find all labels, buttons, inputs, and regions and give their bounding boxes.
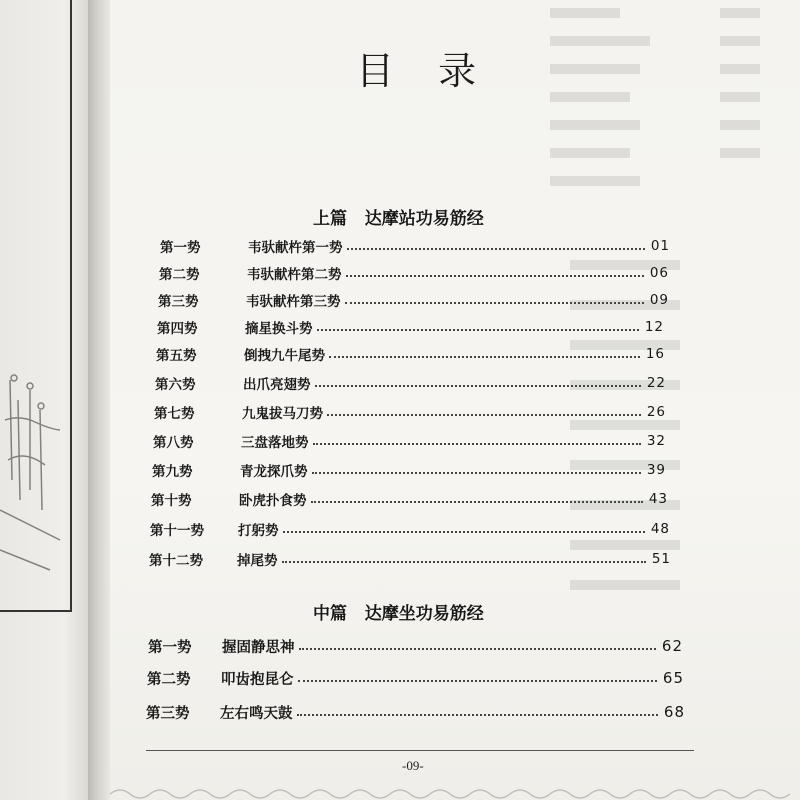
toc-entry-title: 韦驮献杵第二势 xyxy=(247,267,342,283)
toc-entry-page: 01 xyxy=(650,238,670,254)
toc-entry-title: 倒拽九牛尾势 xyxy=(244,348,325,364)
toc-entry-page: 06 xyxy=(649,265,669,281)
toc-entry-page: 51 xyxy=(651,551,671,567)
dot-leader xyxy=(313,443,641,445)
section-heading-upper: 上篇 达摩站功易筋经 xyxy=(313,209,484,229)
toc-entry-number: 第二势 xyxy=(159,267,200,283)
toc-entry xyxy=(147,667,684,689)
toc-entry-page: 39 xyxy=(646,462,666,478)
toc-entry xyxy=(146,701,685,723)
toc-entry-number: 第七势 xyxy=(154,406,195,422)
dot-leader xyxy=(283,531,645,533)
toc-entry xyxy=(156,343,665,365)
dot-leader xyxy=(311,501,643,503)
toc-entry-number: 第十二势 xyxy=(149,553,203,569)
toc-entry-number: 第八势 xyxy=(153,435,194,451)
dot-leader xyxy=(312,472,641,474)
toc-entry xyxy=(150,518,670,540)
dot-leader xyxy=(315,385,641,387)
toc-entry xyxy=(151,488,668,510)
toc-entry-page: 16 xyxy=(645,346,665,362)
toc-entry xyxy=(153,430,666,452)
dot-leader xyxy=(329,356,640,358)
toc-entry-page: 32 xyxy=(646,433,666,449)
left-page xyxy=(0,0,92,800)
toc-entry-title: 打躬势 xyxy=(238,523,279,539)
dot-leader xyxy=(345,302,644,304)
toc-entry-title: 韦驮献杵第三势 xyxy=(246,294,341,310)
page-number: -09- xyxy=(402,758,424,773)
toc-entry-page: 48 xyxy=(650,521,670,537)
toc-entry-page: 12 xyxy=(644,319,664,335)
toc-entry-page: 65 xyxy=(662,669,684,687)
toc-entry-title: 掉尾势 xyxy=(237,553,278,569)
left-page-illustration xyxy=(0,360,70,600)
toc-entry-number: 第十势 xyxy=(151,493,192,509)
toc-entry xyxy=(154,401,666,423)
toc-entry-title: 摘星换斗势 xyxy=(245,321,313,337)
toc-entry xyxy=(149,548,671,570)
toc-entry xyxy=(158,289,669,311)
dot-leader xyxy=(346,275,644,277)
dot-leader xyxy=(299,648,656,650)
section-heading-middle: 中篇 达摩坐功易筋经 xyxy=(313,604,484,624)
dot-leader xyxy=(297,714,658,716)
toc-entry-number: 第四势 xyxy=(157,321,198,337)
toc-entry-title: 三盘落地势 xyxy=(241,435,309,451)
dot-leader xyxy=(298,680,657,682)
toc-entry-page: 26 xyxy=(646,404,666,420)
toc-entry-title: 左右鸣天鼓 xyxy=(220,705,293,722)
dot-leader xyxy=(317,329,639,331)
toc-entry-title: 青龙探爪势 xyxy=(240,464,308,480)
toc-entry-page: 43 xyxy=(648,491,668,507)
toc-entry-title: 卧虎扑食势 xyxy=(239,493,307,509)
toc-entry-number: 第六势 xyxy=(155,377,196,393)
toc-entry-title: 出爪亮翅势 xyxy=(243,377,311,393)
toc-entry-page: 68 xyxy=(663,703,685,721)
dot-leader xyxy=(282,561,646,563)
toc-entry-title: 握固静思神 xyxy=(222,639,295,656)
toc-entry-title: 叩齿抱昆仑 xyxy=(221,671,294,688)
page-title: 目 录 xyxy=(356,49,493,93)
toc-entry-number: 第五势 xyxy=(156,348,197,364)
toc-entry-number: 第九势 xyxy=(152,464,193,480)
toc-entry-title: 九鬼拔马刀势 xyxy=(242,406,323,422)
toc-entry-number: 第三势 xyxy=(158,294,199,310)
toc-entry xyxy=(148,635,683,657)
toc-entry-page: 09 xyxy=(649,292,669,308)
toc-entry xyxy=(152,459,666,481)
toc-entry xyxy=(157,316,664,338)
decorative-wave-border xyxy=(110,784,800,800)
toc-entry-number: 第一势 xyxy=(160,240,201,256)
footer-rule xyxy=(146,750,694,751)
toc-entry-number: 第二势 xyxy=(147,671,191,688)
toc-entry-title: 韦驮献杵第一势 xyxy=(248,240,343,256)
toc-entry xyxy=(155,372,666,394)
toc-entry-number: 第十一势 xyxy=(150,523,204,539)
toc-entry xyxy=(159,262,669,284)
dot-leader xyxy=(327,414,641,416)
toc-entry-number: 第一势 xyxy=(148,639,192,656)
toc-entry-number: 第三势 xyxy=(146,705,190,722)
toc-entry xyxy=(160,235,670,257)
toc-entry-page: 22 xyxy=(646,375,666,391)
dot-leader xyxy=(347,248,645,250)
toc-entry-page: 62 xyxy=(661,637,683,655)
